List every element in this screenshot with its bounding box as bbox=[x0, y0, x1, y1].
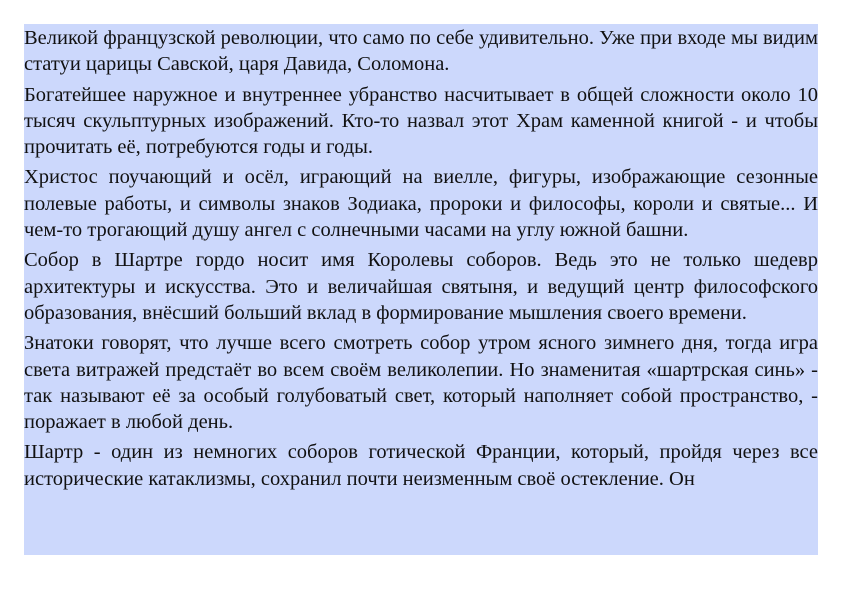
paragraph-6: Шартр - один из немногих соборов готической Франции, который, пройдя через все исторические катаклизмы, сохранил почти неизменным своё остекление. Он bbox=[24, 441, 818, 490]
paragraph-4: Собор в Шартре гордо носит имя Королевы соборов. Ведь это не только шедевр архитектуры и искусства. Это и величайшая святыня, и ведущий центр философского образования, внёсший больший вклад в формирование мышления своего времени. bbox=[24, 249, 818, 324]
paragraph-5: Знатоки говорят, что лучше всего смотреть собор утром ясного зимнего дня, тогда игра света витражей предстаёт во всем своём великолепии. Но знаменитая «шартрская синь» - так называют её за особый голубоватый свет, который наполняет собой пространство, - поражает в любой день. bbox=[24, 332, 818, 434]
paragraph-3: Христос поучающий и осёл, играющий на виелле, фигуры, изображающие сезонные полевые работы, и символы знаков Зодиака, пророки и философы, короли и святые... И чем-то трогающий душу ангел с солнечными часами на углу южной башни. bbox=[24, 166, 818, 242]
paragraph-1: Великой французской революции, что само по себе удивительно. Уже при входе мы видим статуи царицы Савской, царя Давида, Соломона. bbox=[24, 27, 818, 76]
paragraph-2: Богатейшее наружное и внутреннее убранство насчитывает в общей сложности около 10 тысяч скульптурных изображений. Кто-то назвал этот Храм каменной книгой - и чтобы прочитать её, потребуются годы и годы. bbox=[24, 83, 818, 159]
text-block bbox=[24, 24, 818, 555]
